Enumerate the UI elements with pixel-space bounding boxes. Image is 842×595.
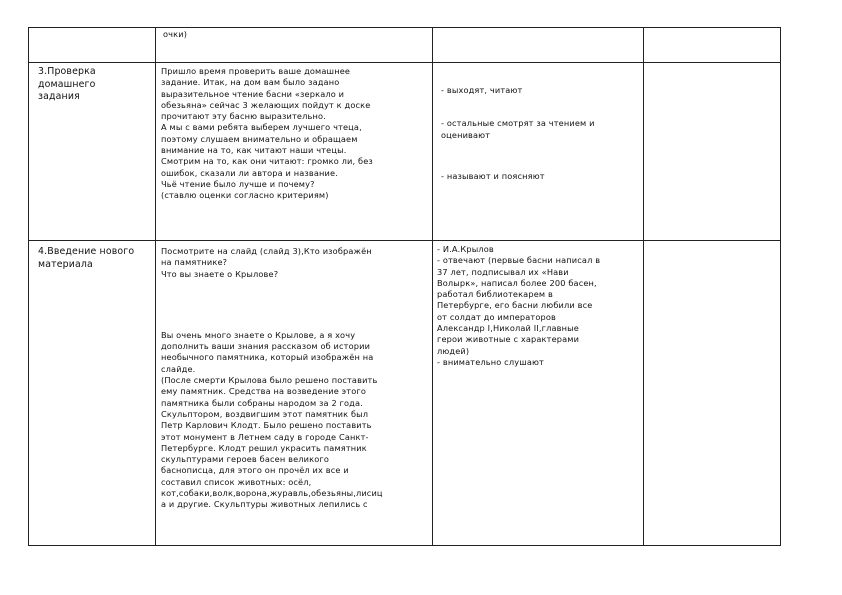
teacher-cell xyxy=(156,63,433,241)
student-activity: - И.А.Крылов - отвечают (первые басни написал в 37 лет, подписывал их «Нави Волырк», написал более 200 басен, работал библиотекарем в Петербурге, его басни любили все от солдат до императоров Александр I,Николай II,главные герои животные с характерами людей) - внимательно слушают xyxy=(437,244,601,367)
teacher-text: Пришло время проверить ваше домашнее задание. Итак, на дом вам было задано выразительное чтение басни «зеркало и обезьяна» сейчас 3 желающих пойдут к доске прочитают эту басню выразительно. А мы с вами ребята выберем лучшего чтеца, поэтому слушаем внимательно и обращаем внимание на то, как читают наши чтецы. Смотрим на то, как они читают: громко ли, без ошибок, сказали ли автора и название. Чьё чтение было лучше и почему? (ставлю оценки согласно критериям) xyxy=(161,66,373,201)
stage-text: 4.Введение нового материала xyxy=(38,246,135,270)
table-row xyxy=(29,28,781,63)
lesson-plan-table xyxy=(28,27,781,546)
stage-cell xyxy=(29,63,156,241)
student-activity: - остальные смотрят за чтением и оценивают xyxy=(441,118,595,140)
teacher-text: очки) xyxy=(163,29,188,39)
notes-cell xyxy=(644,63,781,241)
teacher-cell xyxy=(156,241,433,546)
notes-cell xyxy=(644,241,781,546)
table-row xyxy=(29,63,781,241)
teacher-cell xyxy=(156,28,433,63)
stage-cell xyxy=(29,241,156,546)
stage-text: 3.Проверка домашнего задания xyxy=(38,66,96,103)
student-cell xyxy=(433,241,644,546)
stage-text xyxy=(29,28,155,37)
student-activity: - выходят, читают xyxy=(441,85,523,95)
notes-cell xyxy=(644,28,781,63)
student-cell xyxy=(433,28,644,63)
student-activity: - называют и поясняют xyxy=(441,170,545,181)
teacher-story: Вы очень много знаете о Крылове, а я хочу дополнить ваши знания рассказом об истории необычного памятника, который изображён на слайде. (После смерти Крылова было решено поставить ему памятник. Средства на возведение этого памятника были собраны народом за 2 года. Скульптором, воздвигшим этот памятник был Петр Карлович Клодт. Было решено поставить этот монумент в Летнем саду в городе Санкт- Петербурге. Клодт решил украсить памятник скульптурами героев басен великого баснописца, для этого он прочёл их все и составил список животных: осёл, кот,собаки,волк,ворона,журавль,обезьяны,лисиц а и другие. Скульптуры животных лепились с xyxy=(161,329,383,510)
stage-cell xyxy=(29,28,156,63)
student-cell xyxy=(433,63,644,241)
teacher-questions: Посмотрите на слайд (слайд 3),Кто изображён на памятнике? Что вы знаете о Крылове? xyxy=(161,246,372,279)
table-row xyxy=(29,241,781,546)
